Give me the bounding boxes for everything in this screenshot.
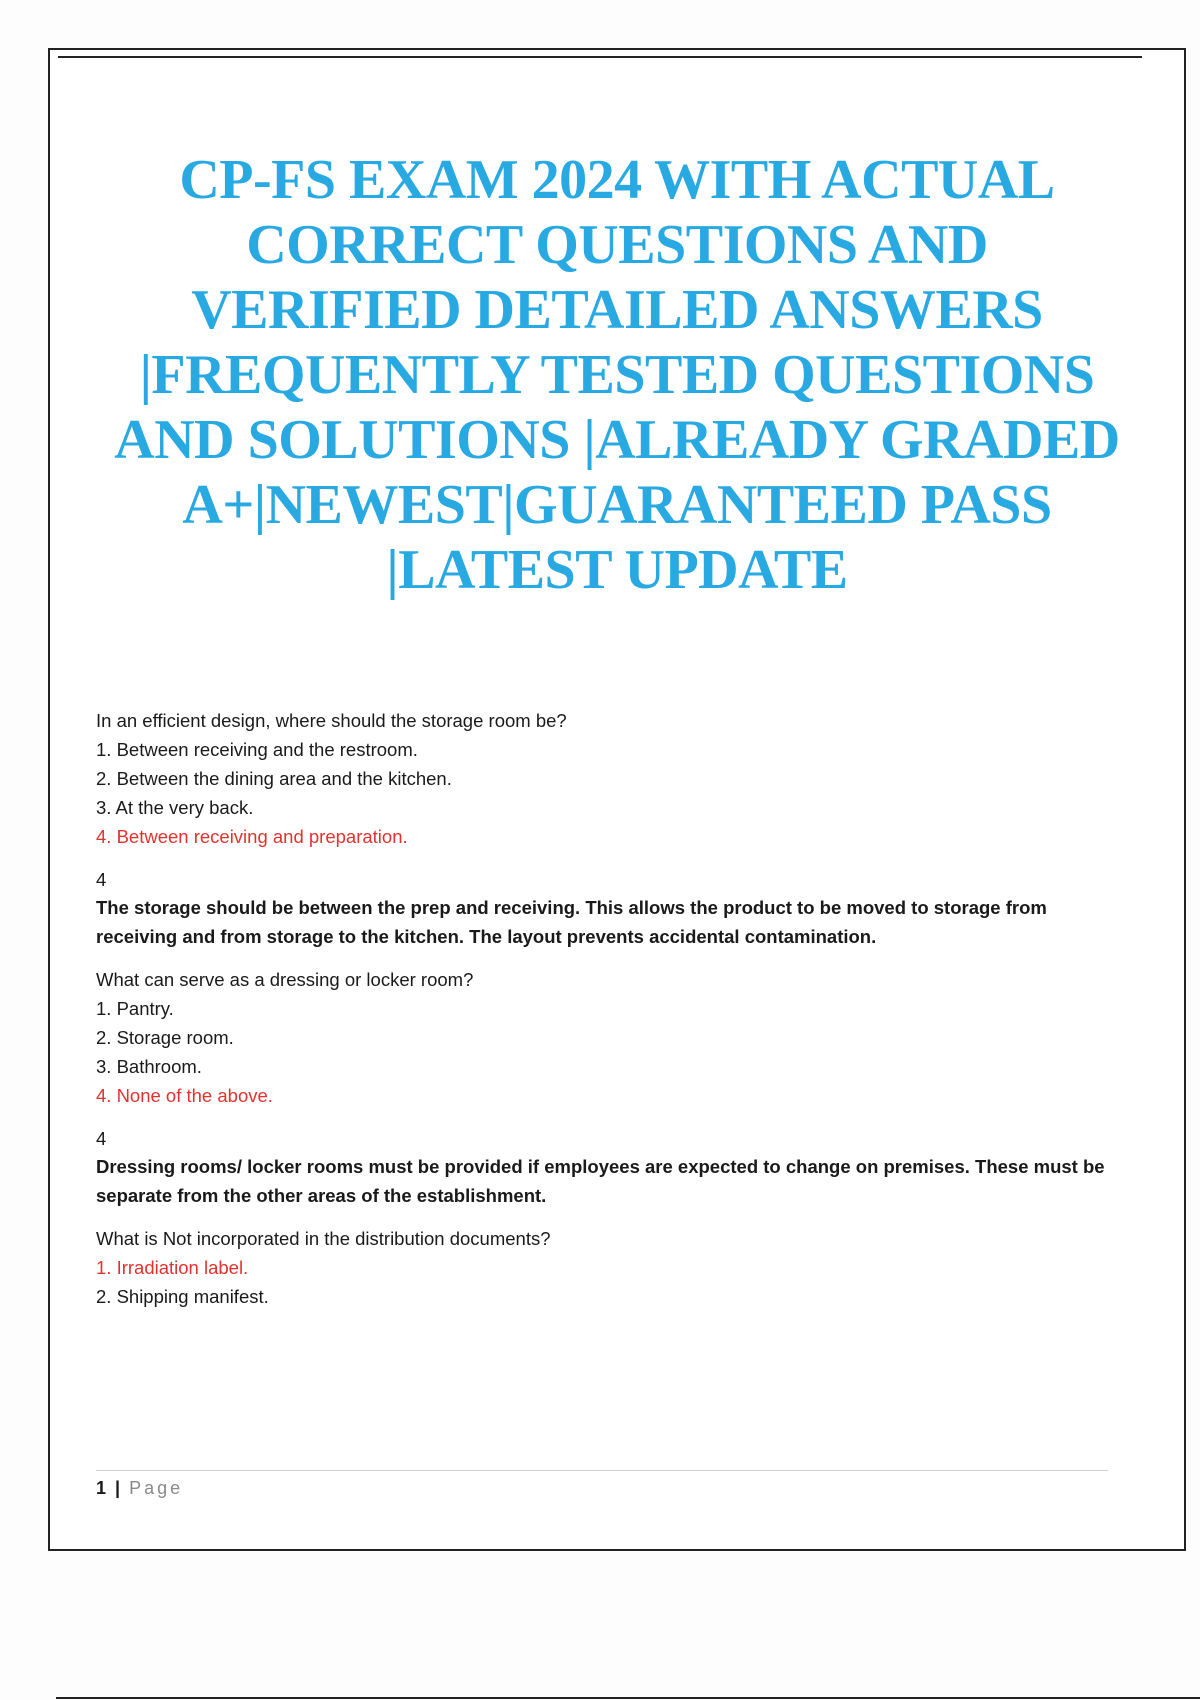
next-page-edge [56,1697,1200,1699]
question-block [96,1224,1120,1311]
option-correct: 4. Between receiving and preparation. [96,826,408,847]
question-text: What can serve as a dressing or locker room? [96,969,474,990]
option: 1. Pantry. [96,998,174,1019]
page-footer [96,1476,183,1500]
option: 2. Storage room. [96,1027,234,1048]
question-block [96,706,1120,951]
question-block [96,965,1120,1210]
option-correct: 4. None of the above. [96,1085,273,1106]
top-rule [58,56,1142,58]
explanation: The storage should be between the prep and receiving. This allows the product to be moved to storage from receiving and from storage to the kitchen. The layout prevents accidental contamination. [96,897,1047,947]
footer-separator: | [115,1478,121,1498]
answer-number: 4 [96,869,107,890]
footer-rule [96,1470,1108,1471]
option: 1. Between receiving and the restroom. [96,739,418,760]
option: 2. Between the dining area and the kitchen. [96,768,452,789]
option-correct: 1. Irradiation label. [96,1257,249,1278]
option: 3. At the very back. [96,797,254,818]
question-text: In an efficient design, where should the storage room be? [96,710,567,731]
page-word: Page [129,1478,184,1498]
option: 2. Shipping manifest. [96,1286,269,1307]
page-number: 1 [96,1478,107,1498]
question-text: What is Not incorporated in the distribution documents? [96,1228,551,1249]
explanation: Dressing rooms/ locker rooms must be provided if employees are expected to change on premises. These must be separate from the other areas of the establishment. [96,1156,1105,1206]
qa-content [96,706,1120,1311]
answer-number: 4 [96,1128,107,1149]
document-title: CP-FS EXAM 2024 WITH ACTUAL CORRECT QUESTIONS AND VERIFIED DETAILED ANSWERS |FREQUENTLY TESTED QUESTIONS AND SOLUTIONS |ALREADY GRADED A+|NEWEST|GUARANTEED PASS |LATEST UPDATE [114,149,1120,601]
option: 3. Bathroom. [96,1056,202,1077]
